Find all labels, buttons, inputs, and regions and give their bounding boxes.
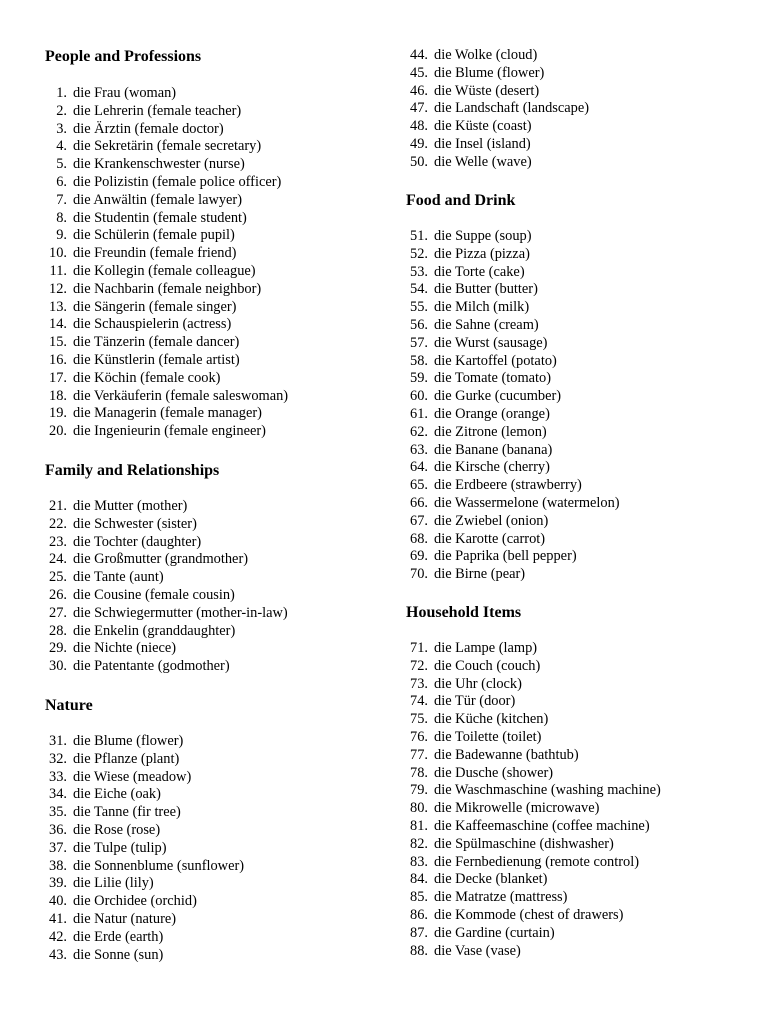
- list-item-text: die Mikrowelle (microwave): [434, 800, 600, 817]
- list-item: [45, 822, 244, 840]
- list-item-number: 49.: [410, 135, 428, 152]
- list-item: [406, 889, 661, 907]
- list-item: [45, 893, 244, 911]
- list-item: [45, 569, 288, 587]
- list-item-text: die Toilette (toilet): [434, 728, 542, 745]
- list-item-number: 35.: [49, 804, 67, 821]
- list-item: [45, 174, 288, 192]
- section-title-family: Family and Relationships: [45, 462, 220, 479]
- list-item-number: 54.: [410, 281, 428, 298]
- list-item: [45, 875, 244, 893]
- list-item-text: die Sonne (sun): [73, 946, 164, 963]
- list-item: [45, 605, 288, 623]
- list-item-text: die Krankenschwester (nurse): [73, 156, 245, 173]
- list-item: [406, 513, 620, 531]
- list-item-text: die Wurst (sausage): [434, 334, 548, 351]
- list-item-text: die Lampe (lamp): [434, 640, 538, 656]
- list-item-number: 2.: [56, 102, 67, 119]
- list-item-number: 15.: [49, 334, 67, 351]
- list-item: [406, 370, 620, 388]
- section-title-household: Household Items: [406, 604, 522, 621]
- list-item-number: 6.: [56, 173, 67, 190]
- list-item-number: 61.: [410, 405, 428, 422]
- list-item: [45, 156, 288, 174]
- list-item-number: 46.: [410, 82, 428, 99]
- list-item: [45, 751, 244, 769]
- list-item-number: 57.: [410, 334, 428, 351]
- list-nature: [45, 733, 244, 964]
- list-item-text: die Ärztin (female doctor): [73, 120, 224, 137]
- list-item-number: 82.: [410, 835, 428, 852]
- list-item: [45, 858, 244, 876]
- list-item: [406, 747, 661, 765]
- list-item-text: die Wassermelone (watermelon): [434, 494, 620, 511]
- list-item-number: 72.: [410, 657, 428, 674]
- list-item-text: die Erdbeere (strawberry): [434, 477, 582, 494]
- list-item-text: die Studentin (female student): [73, 209, 247, 226]
- list-item-number: 47.: [410, 100, 428, 117]
- list-item: [406, 281, 620, 299]
- list-item-number: 65.: [410, 477, 428, 494]
- list-item-number: 27.: [49, 604, 67, 621]
- list-item-text: die Uhr (clock): [434, 675, 522, 692]
- list-item-text: die Sahne (cream): [434, 316, 539, 333]
- list-item-text: die Nachbarin (female neighbor): [73, 280, 262, 297]
- list-item-text: die Couch (couch): [434, 657, 541, 674]
- list-item: [406, 782, 661, 800]
- list-item: [406, 442, 620, 460]
- list-item-text: die Schwiegermutter (mother-in-law): [73, 604, 288, 621]
- list-item: [45, 587, 288, 605]
- list-item: [406, 136, 589, 154]
- list-item-number: 83.: [410, 853, 428, 870]
- list-item-text: die Patentante (godmother): [73, 658, 230, 675]
- list-item: [406, 765, 661, 783]
- list-item-text: die Tulpe (tulip): [73, 839, 167, 856]
- list-item-text: die Nichte (niece): [73, 640, 177, 657]
- list-item-text: die Banane (banana): [434, 441, 553, 458]
- list-item-number: 50.: [410, 153, 428, 170]
- list-item-text: die Milch (milk): [434, 299, 530, 316]
- list-item-text: die Sonnenblume (sunflower): [73, 857, 245, 874]
- list-item-number: 70.: [410, 566, 428, 583]
- list-item: [45, 947, 244, 965]
- list-nature-continued: [406, 47, 589, 172]
- list-item-number: 31.: [49, 733, 67, 749]
- list-item: [406, 711, 661, 729]
- list-item-text: die Matratze (mattress): [434, 889, 568, 906]
- list-item-text: die Zwiebel (onion): [434, 512, 549, 529]
- list-item: [45, 640, 288, 658]
- list-item-text: die Rose (rose): [73, 821, 161, 838]
- list-item: [45, 516, 288, 534]
- list-item-text: die Spülmaschine (dishwasher): [434, 835, 614, 852]
- list-item-text: die Erde (earth): [73, 928, 164, 945]
- list-item-text: die Wiese (meadow): [73, 768, 192, 785]
- list-item-number: 11.: [49, 262, 67, 279]
- list-item-text: die Verkäuferin (female saleswoman): [73, 387, 289, 404]
- list-item-number: 20.: [49, 423, 67, 440]
- list-item-number: 37.: [49, 839, 67, 856]
- list-item-text: die Köchin (female cook): [73, 369, 221, 386]
- list-item-text: die Insel (island): [434, 135, 531, 152]
- list-item: [45, 227, 288, 245]
- list-item-number: 23.: [49, 533, 67, 550]
- list-item: [45, 534, 288, 552]
- list-item-number: 30.: [49, 658, 67, 675]
- list-item-text: die Frau (woman): [73, 85, 177, 101]
- list-item-number: 26.: [49, 586, 67, 603]
- list-item-text: die Badewanne (bathtub): [434, 746, 579, 763]
- list-item-text: die Tür (door): [434, 693, 516, 710]
- list-item-number: 64.: [410, 459, 428, 476]
- list-item-number: 28.: [49, 622, 67, 639]
- list-item-text: die Freundin (female friend): [73, 245, 237, 262]
- list-item: [45, 658, 288, 676]
- list-item-text: die Welle (wave): [434, 153, 532, 170]
- list-item-number: 13.: [49, 298, 67, 315]
- list-item: [406, 264, 620, 282]
- list-item: [406, 424, 620, 442]
- list-item-number: 67.: [410, 512, 428, 529]
- list-item-number: 38.: [49, 857, 67, 874]
- list-item: [406, 118, 589, 136]
- list-item-text: die Lilie (lily): [73, 875, 154, 892]
- list-item: [45, 388, 288, 406]
- list-item-text: die Managerin (female manager): [73, 405, 262, 422]
- list-item: [406, 47, 589, 65]
- list-item-number: 21.: [49, 498, 67, 514]
- list-item: [45, 263, 288, 281]
- list-item-text: die Künstlerin (female artist): [73, 351, 240, 368]
- list-item-text: die Enkelin (granddaughter): [73, 622, 236, 639]
- list-item-text: die Tochter (daughter): [73, 533, 202, 550]
- list-item-number: 77.: [410, 746, 428, 763]
- list-item-number: 87.: [410, 924, 428, 941]
- list-item-number: 51.: [410, 228, 428, 244]
- list-item-number: 7.: [56, 191, 67, 208]
- list-item-number: 88.: [410, 942, 428, 959]
- list-item-number: 4.: [56, 138, 67, 155]
- list-item-text: die Küche (kitchen): [434, 711, 549, 728]
- list-item-text: die Ingenieurin (female engineer): [73, 423, 266, 440]
- list-item-number: 34.: [49, 786, 67, 803]
- section-title-nature: Nature: [45, 697, 93, 714]
- list-item: [406, 854, 661, 872]
- list-item-text: die Sekretärin (female secretary): [73, 138, 262, 155]
- list-item-number: 45.: [410, 64, 428, 81]
- list-item-number: 9.: [56, 227, 67, 244]
- list-item-text: die Wüste (desert): [434, 82, 540, 99]
- list-item: [45, 769, 244, 787]
- list-item-number: 71.: [410, 640, 428, 656]
- list-item: [45, 299, 288, 317]
- list-item: [406, 83, 589, 101]
- list-family: [45, 498, 288, 676]
- list-item: [45, 911, 244, 929]
- list-item-number: 76.: [410, 728, 428, 745]
- list-item-text: die Tänzerin (female dancer): [73, 334, 240, 351]
- list-item-text: die Küste (coast): [434, 118, 532, 135]
- list-item-text: die Kaffeemaschine (coffee machine): [434, 817, 650, 834]
- list-item-number: 81.: [410, 817, 428, 834]
- list-item: [45, 85, 288, 103]
- list-item-number: 12.: [49, 280, 67, 297]
- list-item: [406, 693, 661, 711]
- list-item-text: die Kollegin (female colleague): [73, 262, 256, 279]
- list-item-number: 40.: [49, 893, 67, 910]
- list-item-number: 33.: [49, 768, 67, 785]
- list-item: [45, 138, 288, 156]
- list-people: [45, 85, 288, 441]
- list-item-text: die Zitrone (lemon): [434, 423, 547, 440]
- list-item-text: die Blume (flower): [434, 64, 545, 81]
- list-item-text: die Anwältin (female lawyer): [73, 191, 243, 208]
- list-item: [406, 925, 661, 943]
- list-item: [406, 943, 661, 961]
- list-item: [406, 548, 620, 566]
- list-item: [45, 210, 288, 228]
- list-item-number: 32.: [49, 750, 67, 767]
- list-item-number: 52.: [410, 245, 428, 262]
- list-item-number: 3.: [56, 120, 67, 137]
- list-item-text: die Lehrerin (female teacher): [73, 102, 242, 119]
- list-item: [406, 676, 661, 694]
- list-item-number: 42.: [49, 928, 67, 945]
- list-item-number: 16.: [49, 351, 67, 368]
- list-item-text: die Pflanze (plant): [73, 750, 180, 767]
- list-item-text: die Kartoffel (potato): [434, 352, 557, 369]
- list-item-text: die Schülerin (female pupil): [73, 227, 235, 244]
- list-item: [45, 281, 288, 299]
- list-item: [45, 121, 288, 139]
- list-item-number: 63.: [410, 441, 428, 458]
- list-item-text: die Kirsche (cherry): [434, 459, 550, 476]
- list-item-text: die Wolke (cloud): [434, 47, 538, 63]
- list-item-number: 8.: [56, 209, 67, 226]
- list-item: [45, 929, 244, 947]
- list-item: [45, 623, 288, 641]
- list-item: [45, 192, 288, 210]
- list-item-number: 74.: [410, 693, 428, 710]
- list-item-number: 73.: [410, 675, 428, 692]
- list-item-number: 60.: [410, 388, 428, 405]
- list-item-text: die Orange (orange): [434, 405, 550, 422]
- list-item-text: die Schauspielerin (actress): [73, 316, 232, 333]
- list-item-number: 86.: [410, 906, 428, 923]
- list-item-text: die Dusche (shower): [434, 764, 554, 781]
- list-item: [45, 804, 244, 822]
- list-item: [406, 531, 620, 549]
- list-item: [406, 477, 620, 495]
- list-item-text: die Großmutter (grandmother): [73, 551, 249, 568]
- list-item-text: die Mutter (mother): [73, 498, 188, 514]
- list-item: [406, 406, 620, 424]
- list-item-text: die Tante (aunt): [73, 569, 164, 586]
- list-item: [406, 100, 589, 118]
- list-item-number: 1.: [56, 85, 67, 101]
- list-item-number: 84.: [410, 871, 428, 888]
- list-item-number: 22.: [49, 515, 67, 532]
- list-item-number: 80.: [410, 800, 428, 817]
- list-item-number: 53.: [410, 263, 428, 280]
- list-item-number: 79.: [410, 782, 428, 799]
- list-item-number: 58.: [410, 352, 428, 369]
- list-item: [406, 317, 620, 335]
- list-item-text: die Blume (flower): [73, 733, 184, 749]
- list-item-text: die Cousine (female cousin): [73, 586, 235, 603]
- list-item-number: 59.: [410, 370, 428, 387]
- list-item-number: 78.: [410, 764, 428, 781]
- list-item-number: 75.: [410, 711, 428, 728]
- list-item: [45, 334, 288, 352]
- list-item: [45, 733, 244, 751]
- list-item-text: die Suppe (soup): [434, 228, 532, 244]
- list-item: [45, 316, 288, 334]
- list-item: [45, 423, 288, 441]
- list-item-number: 85.: [410, 889, 428, 906]
- list-item: [45, 370, 288, 388]
- list-item-text: die Eiche (oak): [73, 786, 161, 803]
- list-item-text: die Butter (butter): [434, 281, 538, 298]
- list-item: [45, 352, 288, 370]
- list-item: [45, 405, 288, 423]
- list-item-number: 17.: [49, 369, 67, 386]
- list-item: [406, 800, 661, 818]
- list-item-text: die Gardine (curtain): [434, 924, 555, 941]
- list-item-number: 14.: [49, 316, 67, 333]
- list-item-number: 29.: [49, 640, 67, 657]
- list-item-text: die Kommode (chest of drawers): [434, 906, 624, 923]
- list-item-number: 44.: [410, 47, 428, 63]
- list-item: [45, 245, 288, 263]
- list-item-text: die Pizza (pizza): [434, 245, 530, 262]
- list-item: [45, 551, 288, 569]
- list-food: [406, 228, 620, 584]
- list-item-number: 55.: [410, 299, 428, 316]
- list-item-number: 5.: [56, 156, 67, 173]
- list-item-number: 39.: [49, 875, 67, 892]
- list-item: [45, 498, 288, 516]
- list-item: [406, 871, 661, 889]
- list-item-text: die Gurke (cucumber): [434, 388, 562, 405]
- list-item-number: 69.: [410, 548, 428, 565]
- list-item-text: die Torte (cake): [434, 263, 525, 280]
- list-item: [406, 154, 589, 172]
- list-item: [406, 836, 661, 854]
- list-item-text: die Waschmaschine (washing machine): [434, 782, 661, 799]
- list-item: [406, 818, 661, 836]
- list-item: [406, 658, 661, 676]
- list-item-text: die Natur (nature): [73, 910, 177, 927]
- list-item: [45, 840, 244, 858]
- list-item-number: 24.: [49, 551, 67, 568]
- list-item-text: die Vase (vase): [434, 942, 521, 959]
- list-item: [406, 228, 620, 246]
- list-item-text: die Paprika (bell pepper): [434, 548, 577, 565]
- list-item: [45, 103, 288, 121]
- list-item-text: die Karotte (carrot): [434, 530, 546, 547]
- list-item: [406, 246, 620, 264]
- list-item-number: 68.: [410, 530, 428, 547]
- list-item-text: die Birne (pear): [434, 566, 526, 583]
- section-title-people: People and Professions: [45, 48, 202, 65]
- list-item-number: 62.: [410, 423, 428, 440]
- list-item-number: 43.: [49, 946, 67, 963]
- list-item-text: die Polizistin (female police officer): [73, 173, 282, 190]
- list-item: [406, 65, 589, 83]
- list-item: [406, 459, 620, 477]
- list-item: [406, 907, 661, 925]
- list-item-text: die Decke (blanket): [434, 871, 548, 888]
- list-item-text: die Tanne (fir tree): [73, 804, 181, 821]
- list-item-text: die Sängerin (female singer): [73, 298, 237, 315]
- list-item: [406, 335, 620, 353]
- list-item-text: die Fernbedienung (remote control): [434, 853, 639, 870]
- list-item: [406, 640, 661, 658]
- list-item: [406, 388, 620, 406]
- list-item-number: 48.: [410, 118, 428, 135]
- list-item-number: 41.: [49, 910, 67, 927]
- list-item: [406, 353, 620, 371]
- list-item-number: 56.: [410, 316, 428, 333]
- list-item-number: 19.: [49, 405, 67, 422]
- list-item-number: 25.: [49, 569, 67, 586]
- list-item: [406, 566, 620, 584]
- list-item-number: 10.: [49, 245, 67, 262]
- list-item-number: 36.: [49, 821, 67, 838]
- list-item: [406, 299, 620, 317]
- list-item: [406, 729, 661, 747]
- list-item-number: 66.: [410, 494, 428, 511]
- list-item-number: 18.: [49, 387, 67, 404]
- list-item-text: die Tomate (tomato): [434, 370, 552, 387]
- list-item: [45, 786, 244, 804]
- list-item-text: die Landschaft (landscape): [434, 100, 590, 117]
- list-item: [406, 495, 620, 513]
- list-household: [406, 640, 661, 960]
- list-item-text: die Orchidee (orchid): [73, 893, 197, 910]
- section-title-food: Food and Drink: [406, 192, 516, 209]
- list-item-text: die Schwester (sister): [73, 515, 197, 532]
